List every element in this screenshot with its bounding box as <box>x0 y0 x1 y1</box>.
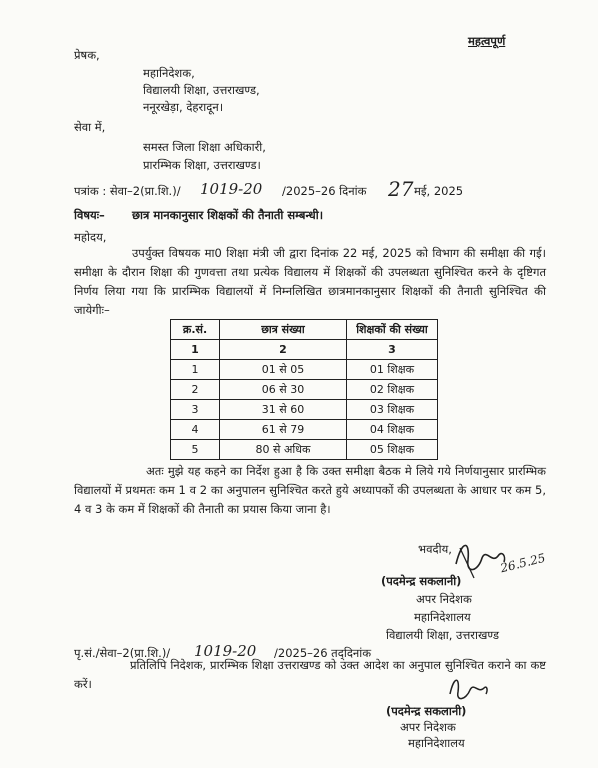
table-cell: 5 <box>171 440 220 460</box>
ref-number-handwritten: 1019-20 <box>200 180 263 198</box>
header-serial: क्र.सं. <box>171 320 220 340</box>
table-cell: 3 <box>347 340 438 360</box>
table-cell: 61 से 79 <box>220 420 347 440</box>
closing: भवदीय, <box>418 542 452 556</box>
signatory-office: महानिदेशालय <box>408 736 465 750</box>
sender-line: विद्यालयी शिक्षा, उत्तराखण्ड, <box>143 83 260 97</box>
ref-day-handwritten: 27 <box>388 177 414 201</box>
table-cell: 01 से 05 <box>220 360 347 380</box>
signatory-name: (पदमेन्द्र सकलानी) <box>386 704 467 718</box>
signatory-designation: अपर निदेशक <box>416 592 472 606</box>
table-row <box>171 440 438 460</box>
sender-label: प्रेषक, <box>74 48 100 62</box>
table-cell: 80 से अधिक <box>220 440 347 460</box>
copy-ref-suffix: /2025–26 तद्‌दिनांक <box>274 646 372 660</box>
recipient-label: सेवा में, <box>74 120 106 134</box>
table-cell: 1 <box>171 340 220 360</box>
signature-scribble <box>446 672 490 706</box>
table-index-row <box>171 340 438 360</box>
sender-line: महानिदेशक, <box>143 66 195 80</box>
table-row <box>171 400 438 420</box>
subject-label: विषयः– <box>74 208 105 222</box>
signatory-department: विद्यालयी शिक्षा, उत्तराखण्ड <box>386 628 499 642</box>
table-cell: 3 <box>171 400 220 420</box>
copy-ref-number-handwritten: 1019-20 <box>194 642 257 660</box>
table-cell: 03 शिक्षक <box>347 400 438 420</box>
signatory-office: महानिदेशालय <box>414 610 471 624</box>
table-header-row <box>171 320 438 340</box>
table-cell: 06 से 30 <box>220 380 347 400</box>
table-row <box>171 420 438 440</box>
ref-prefix: पत्रांक : सेवा–2(प्रा.शि.)/ <box>74 184 181 198</box>
signatory-designation: अपर निदेशक <box>400 720 456 734</box>
body-paragraph-1: उपर्युक्त विषयक मा0 शिक्षा मंत्री जी द्वारा दिनांक 22 मई, 2025 को विभाग की समीक्षा की गई। समीक्षा के दौरान शिक्षा की गुणवत्ता तथा प्रत्येक विद्यालय में शिक्षकों की उपलब्धता सुनिश्चित करने के दृष्टिगत निर्णय लिया गया कि प्रारम्भिक विद्यालयों में निम्नलिखित छात्रमानकानुसार शिक्षकों की तैनाती सुनिश्चित की जायेगीः– <box>74 246 546 317</box>
teacher-norms-table <box>170 319 438 460</box>
header-students: छात्र संख्या <box>220 320 347 340</box>
signatory-name: (पदमेन्द्र सकलानी) <box>381 574 462 588</box>
ref-suffix: मई, 2025 <box>414 184 464 198</box>
copy-text: प्रतिलिपि निदेशक, प्रारम्भिक शिक्षा उत्तराखण्ड को उक्त आदेश का अनुपाल सुनिश्चित कराने का कष्ट करें। <box>74 658 546 691</box>
table-cell: 04 शिक्षक <box>347 420 438 440</box>
subject-text: छात्र मानकानुसार शिक्षकों की तैनाती सम्बन्धी। <box>132 208 324 222</box>
salutation: महोदय, <box>74 230 107 244</box>
ref-mid: /2025–26 दिनांक <box>282 184 367 198</box>
table-cell: 4 <box>171 420 220 440</box>
copy-ref-prefix: पृ.सं./सेवा–2(प्रा.शि.)/ <box>74 646 171 660</box>
header-teachers: शिक्षकों की संख्या <box>347 320 438 340</box>
table-cell: 31 से 60 <box>220 400 347 420</box>
table-cell: 2 <box>220 340 347 360</box>
table-cell: 01 शिक्षक <box>347 360 438 380</box>
table-cell: 2 <box>171 380 220 400</box>
table-row <box>171 380 438 400</box>
table-row <box>171 360 438 380</box>
sender-line: ननूरखेड़ा, देहरादून। <box>143 100 224 114</box>
table-cell: 02 शिक्षक <box>347 380 438 400</box>
body-paragraph-2: अतः मुझे यह कहने का निर्देश हुआ है कि उक्त समीक्षा बैठक मे लिये गये निर्णयानुसार प्रारम्भिक विद्यालयों में प्रथमतः कम 1 व 2 का अनुपालन सुनिश्चित करते हुये अध्यापकों की उपलब्धता के आधार पर कम 5, 4 व 3 के कम में शिक्षकों की तैनाती का प्रयास किया जाना है। <box>74 464 546 516</box>
table-cell: 1 <box>171 360 220 380</box>
recipient-line: प्रारम्भिक शिक्षा, उत्तराखण्ड। <box>143 158 261 172</box>
recipient-line: समस्त जिला शिक्षा अधिकारी, <box>143 140 266 154</box>
signature-date-handwritten: 26.5.25 <box>498 550 547 576</box>
important-mark: महत्वपूर्ण <box>468 34 506 48</box>
table-cell: 05 शिक्षक <box>347 440 438 460</box>
